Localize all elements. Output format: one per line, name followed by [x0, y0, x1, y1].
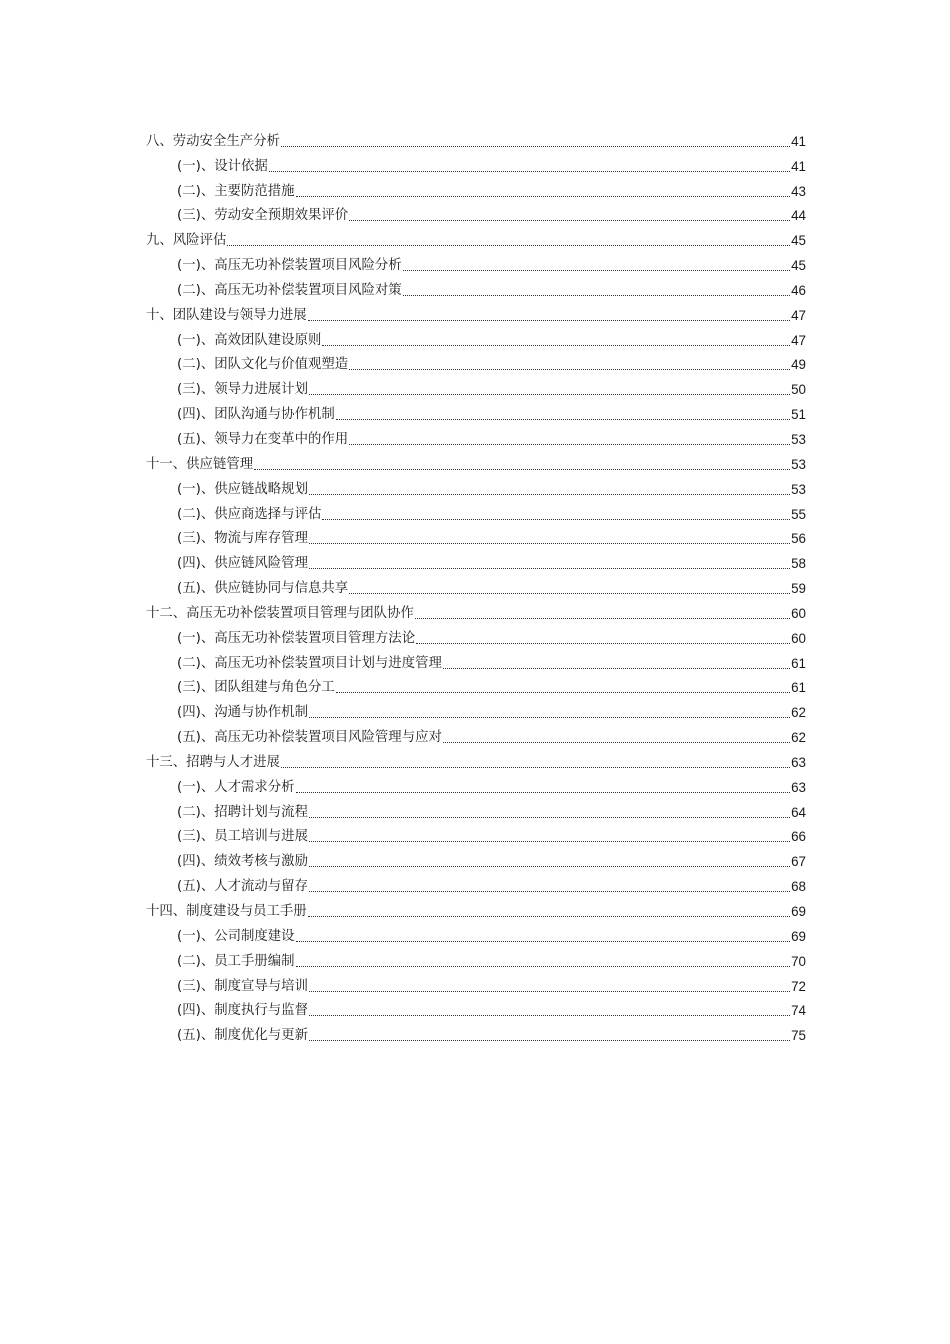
toc-entry-page-number: 58	[791, 556, 806, 572]
toc-entry-page-number: 63	[791, 754, 806, 770]
toc-entry-title: (三)、员工培训与进展	[177, 829, 308, 845]
toc-entry-page-number: 53	[791, 481, 806, 497]
toc-chapter-entry[interactable]	[146, 225, 806, 250]
toc-dot-leader	[416, 641, 790, 644]
toc-section-entry[interactable]	[146, 648, 806, 673]
toc-entry-page-number: 69	[791, 904, 806, 919]
toc-chapter-entry[interactable]	[146, 300, 806, 325]
toc-entry-page-number: 44	[791, 208, 806, 224]
toc-dot-leader	[322, 343, 790, 346]
toc-entry-title: 十三、招聘与人才进展	[146, 754, 280, 770]
toc-entry-page-number: 68	[791, 879, 806, 895]
toc-entry-page-number: 43	[791, 183, 806, 199]
toc-dot-leader	[336, 417, 790, 420]
toc-entry-page-number: 53	[791, 431, 806, 447]
toc-entry-page-number: 47	[791, 307, 806, 323]
toc-dot-leader	[403, 293, 790, 296]
toc-entry-title: (一)、供应链战略规划	[177, 481, 308, 497]
toc-section-entry[interactable]	[146, 524, 806, 549]
toc-dot-leader	[281, 144, 790, 147]
toc-dot-leader	[403, 268, 790, 271]
toc-entry-title: 十、团队建设与领导力进展	[146, 307, 307, 323]
toc-dot-leader	[309, 492, 790, 495]
toc-entry-page-number: 62	[791, 730, 806, 746]
toc-chapter-entry[interactable]	[146, 126, 806, 151]
toc-section-entry[interactable]	[146, 548, 806, 573]
toc-entry-title: (五)、领导力在变革中的作用	[177, 431, 349, 447]
toc-dot-leader	[349, 442, 790, 445]
toc-section-entry[interactable]	[146, 151, 806, 176]
toc-entry-page-number: 46	[791, 282, 806, 298]
toc-chapter-entry[interactable]	[146, 896, 806, 921]
toc-entry-title: (一)、高压无功补偿装置项目管理方法论	[177, 630, 416, 646]
toc-section-entry[interactable]	[146, 275, 806, 300]
toc-entry-title: (一)、人才需求分析	[177, 779, 295, 795]
toc-entry-page-number: 64	[791, 804, 806, 820]
toc-section-entry[interactable]	[146, 772, 806, 797]
toc-entry-page-number: 59	[791, 581, 806, 597]
toc-entry-title: (三)、制度宣导与培训	[177, 978, 308, 994]
toc-section-entry[interactable]	[146, 822, 806, 847]
toc-entry-title: (一)、公司制度建设	[177, 928, 295, 944]
toc-section-entry[interactable]	[146, 1020, 806, 1045]
toc-dot-leader	[349, 367, 790, 370]
toc-dot-leader	[309, 889, 790, 892]
toc-section-entry[interactable]	[146, 697, 806, 722]
toc-dot-leader	[309, 541, 790, 544]
toc-chapter-entry[interactable]	[146, 598, 806, 623]
toc-dot-leader	[296, 194, 791, 197]
toc-section-entry[interactable]	[146, 250, 806, 275]
toc-entry-page-number: 60	[791, 630, 806, 646]
toc-dot-leader	[309, 1038, 790, 1041]
toc-entry-title: (二)、供应商选择与评估	[177, 506, 322, 522]
toc-section-entry[interactable]	[146, 176, 806, 201]
toc-entry-page-number: 53	[791, 456, 806, 472]
toc-section-entry[interactable]	[146, 797, 806, 822]
toc-entry-title: (三)、团队组建与角色分工	[177, 680, 335, 696]
toc-dot-leader	[296, 964, 791, 967]
toc-entry-page-number: 60	[791, 605, 806, 621]
toc-entry-title: 十四、制度建设与员工手册	[146, 904, 307, 919]
toc-section-entry[interactable]	[146, 946, 806, 971]
toc-entry-title: (二)、员工手册编制	[177, 953, 295, 969]
toc-entry-page-number: 41	[791, 133, 806, 149]
toc-section-entry[interactable]	[146, 350, 806, 375]
toc-entry-page-number: 50	[791, 382, 806, 398]
toc-entry-page-number: 45	[791, 258, 806, 274]
toc-section-entry[interactable]	[146, 971, 806, 996]
toc-entry-page-number: 51	[791, 407, 806, 423]
toc-entry-page-number: 72	[791, 978, 806, 994]
toc-section-entry[interactable]	[146, 921, 806, 946]
toc-entry-title: (四)、沟通与协作机制	[177, 705, 308, 721]
toc-entry-page-number: 67	[791, 854, 806, 870]
toc-entry-title: (三)、劳动安全预期效果评价	[177, 208, 349, 224]
toc-dot-leader	[443, 666, 790, 669]
toc-entry-title: (四)、绩效考核与激励	[177, 854, 308, 870]
toc-section-entry[interactable]	[146, 623, 806, 648]
toc-entry-title: (四)、制度执行与监督	[177, 1003, 308, 1019]
toc-entry-title: (五)、供应链协同与信息共享	[177, 581, 349, 597]
toc-chapter-entry[interactable]	[146, 449, 806, 474]
toc-entry-title: 十二、高压无功补偿装置项目管理与团队协作	[146, 605, 414, 621]
toc-entry-page-number: 70	[791, 953, 806, 969]
toc-dot-leader	[296, 790, 791, 793]
toc-section-entry[interactable]	[146, 499, 806, 524]
toc-section-entry[interactable]	[146, 325, 806, 350]
toc-entry-page-number: 47	[791, 332, 806, 348]
toc-entry-page-number: 62	[791, 705, 806, 721]
toc-dot-leader	[281, 765, 790, 768]
toc-section-entry[interactable]	[146, 673, 806, 698]
toc-dot-leader	[227, 243, 790, 246]
toc-entry-page-number: 61	[791, 680, 806, 696]
toc-entry-title: (五)、高压无功补偿装置项目风险管理与应对	[177, 730, 442, 746]
toc-chapter-entry[interactable]	[146, 747, 806, 772]
toc-section-entry[interactable]	[146, 846, 806, 871]
toc-entry-page-number: 75	[791, 1028, 806, 1044]
toc-dot-leader	[309, 864, 790, 867]
toc-section-entry[interactable]	[146, 722, 806, 747]
toc-entry-title: (五)、制度优化与更新	[177, 1028, 308, 1044]
toc-dot-leader	[322, 517, 790, 520]
toc-entry-title: 十一、供应链管理	[146, 456, 254, 472]
toc-dot-leader	[269, 169, 790, 172]
toc-entry-page-number: 41	[791, 158, 806, 174]
table-of-contents	[146, 126, 806, 1045]
toc-entry-title: (三)、物流与库存管理	[177, 531, 308, 547]
toc-dot-leader	[309, 1013, 790, 1016]
toc-dot-leader	[309, 715, 790, 718]
toc-entry-title: (二)、主要防范措施	[177, 183, 295, 199]
toc-dot-leader	[443, 740, 790, 743]
toc-section-entry[interactable]	[146, 201, 806, 226]
toc-section-entry[interactable]	[146, 996, 806, 1021]
toc-entry-title: (四)、供应链风险管理	[177, 556, 308, 572]
toc-entry-title: (二)、高压无功补偿装置项目风险对策	[177, 282, 402, 298]
toc-dot-leader	[336, 690, 790, 693]
toc-entry-title: 八、劳动安全生产分析	[146, 133, 280, 149]
toc-entry-page-number: 45	[791, 233, 806, 249]
toc-section-entry[interactable]	[146, 474, 806, 499]
toc-entry-title: (二)、招聘计划与流程	[177, 804, 308, 820]
toc-dot-leader	[309, 392, 790, 395]
toc-section-entry[interactable]	[146, 424, 806, 449]
toc-entry-page-number: 56	[791, 531, 806, 547]
toc-dot-leader	[309, 815, 790, 818]
toc-dot-leader	[309, 839, 790, 842]
toc-section-entry[interactable]	[146, 573, 806, 598]
toc-entry-title: (二)、团队文化与价值观塑造	[177, 357, 349, 373]
toc-entry-title: (四)、团队沟通与协作机制	[177, 407, 335, 423]
toc-entry-page-number: 66	[791, 829, 806, 845]
toc-entry-page-number: 74	[791, 1003, 806, 1019]
toc-entry-title: (一)、设计依据	[177, 158, 268, 174]
toc-entry-page-number: 61	[791, 655, 806, 671]
toc-entry-page-number: 49	[791, 357, 806, 373]
toc-dot-leader	[309, 566, 790, 569]
toc-dot-leader	[349, 218, 790, 221]
toc-entry-title: (五)、人才流动与留存	[177, 879, 308, 895]
toc-dot-leader	[296, 939, 791, 942]
toc-dot-leader	[254, 467, 790, 470]
toc-section-entry[interactable]	[146, 399, 806, 424]
toc-entry-page-number: 69	[791, 928, 806, 944]
toc-dot-leader	[308, 914, 790, 917]
toc-dot-leader	[309, 989, 790, 992]
toc-entry-title: (三)、领导力进展计划	[177, 382, 308, 398]
toc-section-entry[interactable]	[146, 871, 806, 896]
toc-entry-title: (一)、高效团队建设原则	[177, 332, 322, 348]
toc-entry-title: 九、风险评估	[146, 233, 227, 249]
toc-entry-page-number: 63	[791, 779, 806, 795]
toc-entry-page-number: 55	[791, 506, 806, 522]
toc-dot-leader	[415, 616, 790, 619]
toc-entry-title: (一)、高压无功补偿装置项目风险分析	[177, 258, 402, 274]
toc-dot-leader	[349, 591, 790, 594]
toc-dot-leader	[308, 318, 790, 321]
toc-entry-title: (二)、高压无功补偿装置项目计划与进度管理	[177, 655, 442, 671]
toc-section-entry[interactable]	[146, 374, 806, 399]
